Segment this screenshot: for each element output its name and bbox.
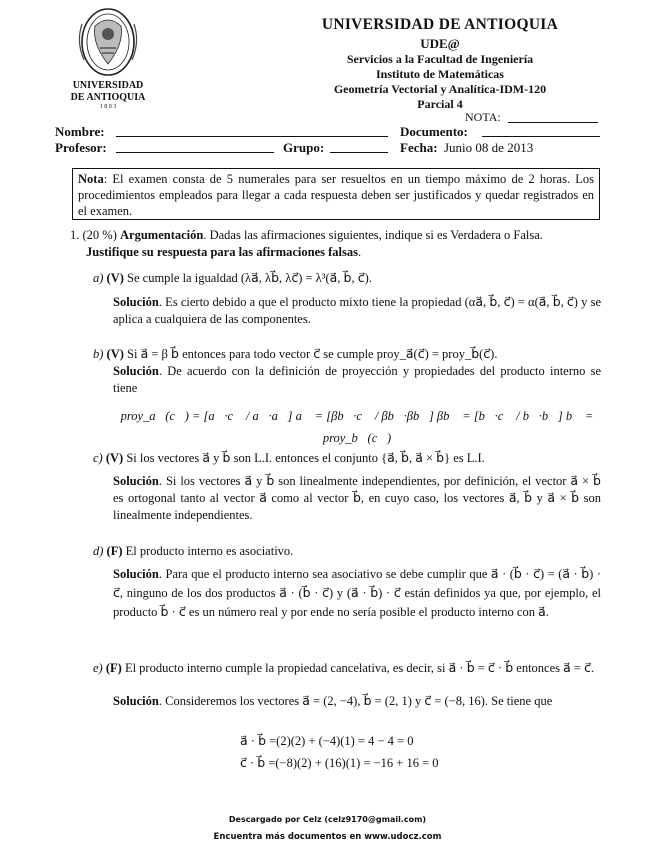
services-title: Servicios a la Facultad de Ingeniería (346, 52, 534, 66)
item-b-statement (93, 346, 601, 363)
item-e-sol-label: Solución (113, 694, 159, 708)
profesor-label: Profesor: (55, 140, 107, 155)
item-e-label: e) (93, 661, 103, 675)
question-title: Argumentación (120, 228, 204, 242)
exam-notice-box (72, 168, 600, 220)
logo-year: 1 8 0 3 (99, 104, 117, 110)
item-e-solution (113, 693, 601, 710)
university-title: UNIVERSIDAD DE ANTIOQUIA (321, 16, 559, 33)
source-link[interactable]: Encuentra más documentos en www.udocz.com (213, 832, 442, 842)
item-b-sol-label: Solución (113, 364, 159, 378)
item-c-solution (113, 473, 601, 524)
item-e-equation-2: c⃗ · b⃗ =(−8)(2) + (16)(1) = −16 + 16 = 0 (240, 756, 439, 770)
unit-title: UDE@ (420, 36, 460, 51)
item-a-solution (113, 294, 601, 328)
item-b-solution (113, 363, 601, 397)
item-b-label: b) (93, 347, 104, 361)
item-e-equation-1: a⃗ · b⃗ =(2)(2) + (−4)(1) = 4 − 4 = 0 (240, 734, 414, 748)
item-d-sol-label: Solución (113, 567, 159, 581)
item-a-label: a) (93, 271, 104, 285)
notice-text: : El examen consta de 5 numerales para ser resueltos en un tiempo máximo de 2 horas. Los procedimientos empleados para llegar a cada respuesta deben ser justificados y quedar registrados en el examen. (78, 172, 594, 218)
item-e-text: El producto interno cumple la propiedad cancelativa, es decir, si a⃗ · b⃗ = c⃗ · b⃗ entonces a⃗ = c⃗. (124, 661, 595, 675)
nombre-field[interactable] (116, 136, 388, 137)
item-b-equation: proy_a⃗(c⃗) = [a⃗·c⃗ / a⃗·a⃗] a⃗ = [βb⃗·c⃗ / βb⃗·βb⃗] βb⃗ = [b⃗·c⃗ / b⃗·b⃗] b⃗ = proy_b⃗(c⃗) (120, 409, 594, 445)
download-credit: Descargado por Celz (celz9170@gmail.com) (228, 815, 427, 824)
documento-field[interactable] (482, 136, 600, 137)
fecha-value: Junio 08 de 2013 (444, 140, 534, 155)
item-c-sol-label: Solución (113, 474, 159, 488)
item-d-verdict: (F) (106, 544, 123, 558)
item-d-text: El producto interno es asociativo. (125, 544, 294, 558)
item-c-verdict: (V) (105, 451, 124, 465)
institute-title: Instituto de Matemáticas (376, 67, 504, 81)
course-title: Geometría Vectorial y Analítica-IDM-120 (333, 82, 547, 96)
fecha-label: Fecha: (400, 140, 438, 155)
item-c-statement (93, 450, 601, 467)
university-seal-logo (62, 4, 154, 114)
item-e-sol-text: . Consideremos los vectores a⃗ = (2, −4), b⃗ = (2, 1) y c⃗ = (−8, 16). Se tiene que (158, 694, 553, 708)
item-c-label: c) (93, 451, 103, 465)
question-percent: (20 %) (82, 228, 117, 242)
item-d-solution (113, 565, 601, 622)
item-d-statement (93, 543, 601, 560)
item-e-verdict: (F) (105, 661, 122, 675)
nota-blank[interactable] (508, 122, 598, 123)
profesor-field[interactable] (116, 152, 274, 153)
notice-label: Nota (78, 172, 104, 186)
grupo-field[interactable] (330, 152, 388, 153)
item-c-sol-text: . Si los vectores a⃗ y b⃗ son linealmente independientes, por definición, el vector a⃗ × b⃗ es ortogonal tanto al vector a⃗ como al vector b⃗, en cuyo caso, los vectores a⃗, b⃗ y a⃗ × b⃗ son linealmente independientes. (113, 474, 601, 522)
nota-label: NOTA: (465, 110, 501, 124)
question-instruction-end: . (358, 245, 362, 259)
documento-label: Documento: (400, 124, 468, 139)
nombre-label: Nombre: (55, 124, 105, 139)
logo-text-antioquia: DE ANTIOQUIA (70, 92, 146, 103)
question-1-header (70, 227, 602, 261)
item-a-verdict: (V) (106, 271, 124, 285)
item-a-statement (93, 270, 601, 287)
item-e-statement (93, 660, 601, 677)
exam-title: Parcial 4 (417, 97, 463, 111)
grupo-label: Grupo: (283, 140, 325, 155)
item-a-text: Se cumple la igualdad (λa⃗, λb⃗, λc⃗) = λ³(a⃗, b⃗, c⃗). (127, 271, 372, 285)
item-d-sol-text: . Para que el producto interno sea asociativo se debe cumplir que a⃗ · (b⃗ · c⃗) = (a⃗ · b⃗) · c⃗, ninguno de los dos productos a⃗ · (b⃗ · c⃗) y (a⃗ · b⃗) · c⃗ están definidos ya que, por ejemplo, el producto b⃗ · c⃗ es un número real y por ende no sería posible el producto interno con a⃗. (113, 567, 601, 619)
item-b-text: Si a⃗ = β b⃗ entonces para todo vector c⃗ se cumple proy_a⃗(c⃗) = proy_b⃗(c⃗). (127, 347, 498, 361)
item-b-sol-text: . De acuerdo con la definición de proyección y propiedades del producto interno se tiene (113, 364, 601, 395)
question-instruction: Justifique su respuesta para las afirmaciones falsas (86, 245, 359, 259)
item-a-sol-label: Solución (113, 295, 159, 309)
item-d-label: d) (93, 544, 104, 558)
question-number: 1. (70, 228, 80, 242)
logo-text-university: UNIVERSIDAD (72, 80, 144, 91)
item-a-sol-text: . Es cierto debido a que el producto mixto tiene la propiedad (αa⃗, b⃗, c⃗) = α(a⃗, b⃗, c⃗) y se aplica a cualquiera de las componentes. (113, 295, 601, 326)
item-c-text: Si los vectores a⃗ y b⃗ son L.I. entonces el conjunto {a⃗, b⃗, a⃗ × b⃗} es L.I. (126, 451, 485, 465)
item-b-verdict: (V) (106, 347, 124, 361)
question-intro: . Dadas las afirmaciones siguientes, indique si es Verdadera o Falsa. (203, 228, 543, 242)
